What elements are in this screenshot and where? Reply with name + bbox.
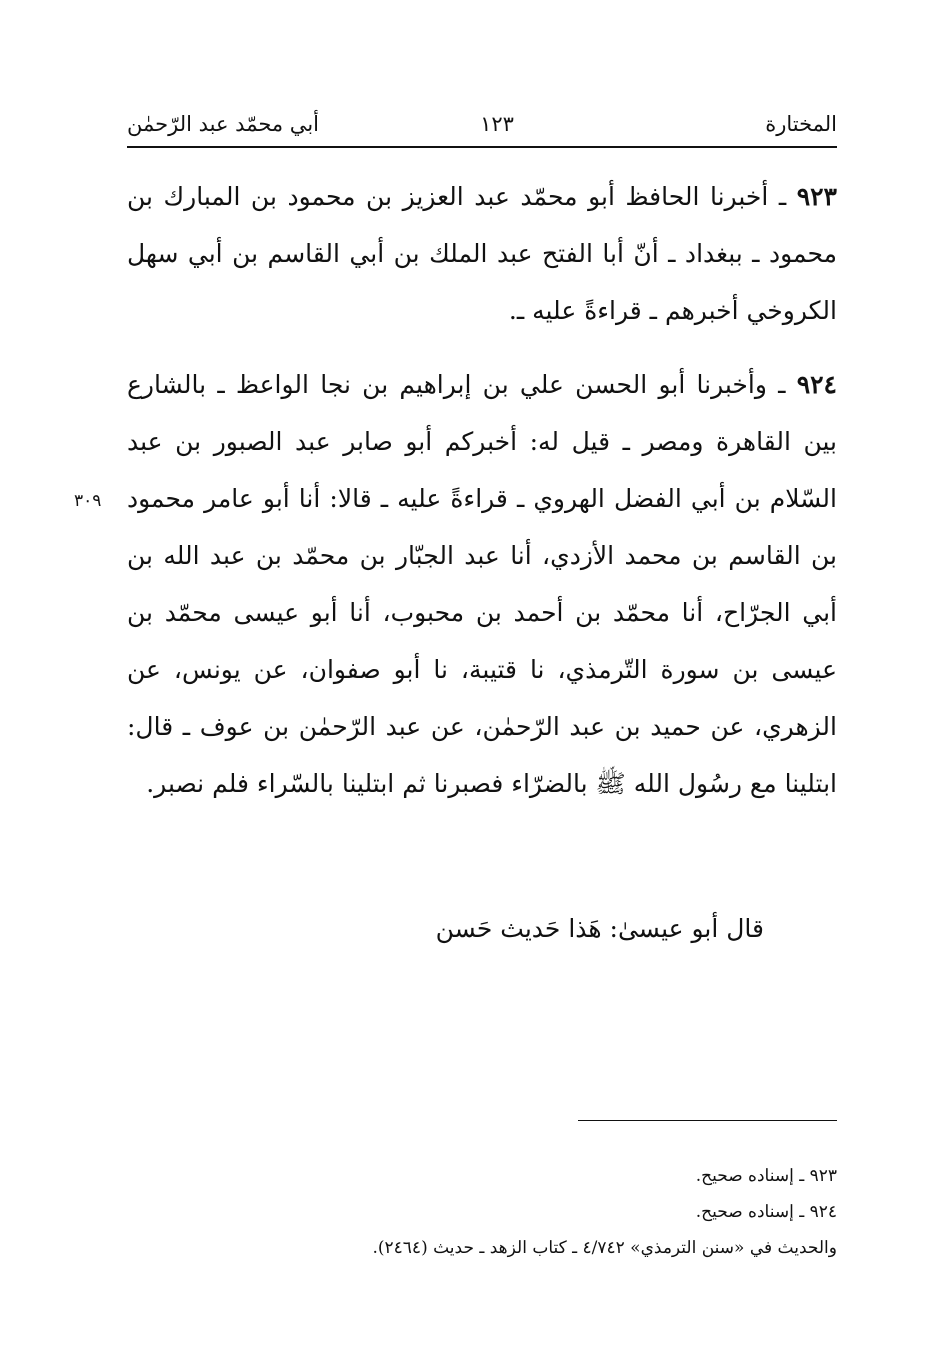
running-author: أبي محمّد عبد الرّحمٰن — [127, 112, 319, 136]
header-divider — [127, 146, 837, 148]
footnotes — [217, 1158, 837, 1266]
page-number: ١٢٣ — [480, 112, 514, 136]
hadith-923-number: ٩٢٣ — [796, 182, 837, 211]
footnote-item: ٩٢٣ ـ إسناده صحيح. — [695, 1166, 837, 1186]
hadith-924-text: ـ وأخبرنا أبو الحسن علي بن إبراهيم بن نجا الواعظ ـ بالشارع بين القاهرة ومصر ـ قيل له: أخبركم أبو صابر عبد الصبور بن عبد السّلام بن أبي الفضل الهروي ـ قراءةً عليه ـ قالا: أنا أبو عامر محمود بن القاسم بن محمد الأزدي، أنا عبد الجبّار بن محمّد بن عبد الله بن أبي الجرّاح، أنا محمّد بن أحمد بن محبوب، أنا أبو عيسى محمّد بن عيسى بن سورة التّرمذي، نا قتيبة، نا أبو صفوان، عن يونس، عن الزهري، عن حميد بن عبد الرّحمٰن، عن عبد الرّحمٰن بن عوف ـ قال: ابتلينا مع رسُول الله ﷺ بالضرّاء فصبرنا ثم ابتلينا بالسّراء فلم نصبر. — [127, 370, 838, 798]
hadith-923-paragraph — [127, 168, 837, 339]
margin-reference-number: ٣٠٩ — [74, 491, 102, 511]
hadith-924-paragraph — [127, 356, 837, 812]
book-title: المختارة — [765, 112, 837, 136]
hadith-924-number: ٩٢٤ — [796, 370, 837, 399]
hadith-923-text: ـ أخبرنا الحافظ أبو محمّد عبد العزيز بن محمود بن المبارك بن محمود ـ ببغداد ـ أنّ أبا الفتح عبد الملك بن أبي القاسم بن أبي سهل الكروخي أخبرهم ـ قراءةً عليه ـ. — [127, 182, 837, 325]
page-header — [127, 108, 837, 144]
hadith-grading: قال أبو عيسىٰ: هَذا حَديث حَسن — [435, 914, 764, 943]
footnote-divider — [578, 1120, 837, 1121]
footnote-item: ٩٢٤ ـ إسناده صحيح. — [695, 1202, 837, 1222]
footnote-item: والحديث في «سنن الترمذي» ٤/٧٤٢ ـ كتاب الزهد ـ حديث (٢٤٦٤). — [372, 1238, 837, 1258]
